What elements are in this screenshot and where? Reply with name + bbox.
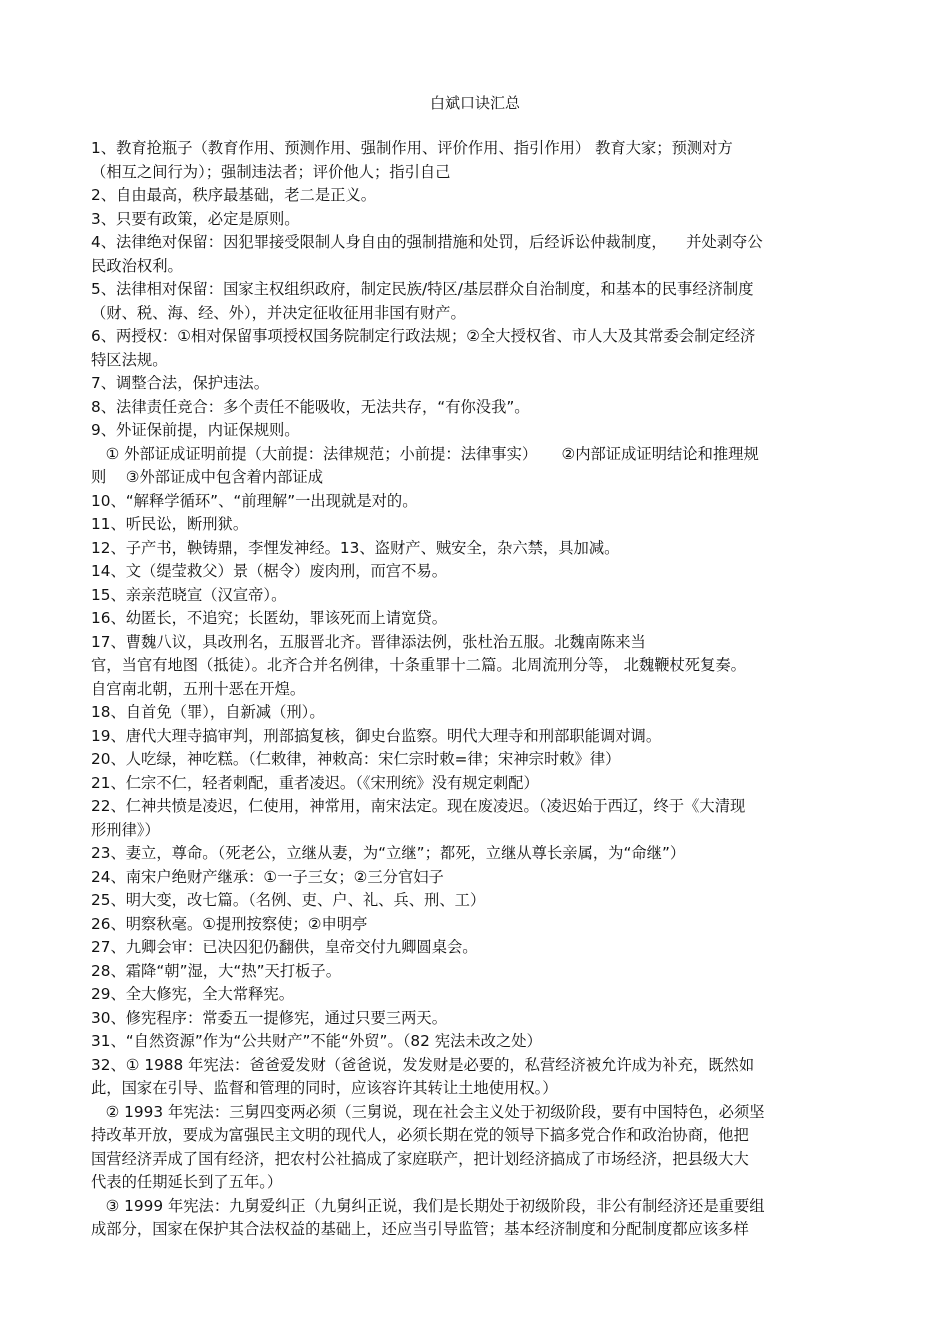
- text-line: 此，国家在引导、监督和管理的同时，应该容许其转让土地使用权。）: [91, 1079, 558, 1097]
- text-line: 8、法律责任竞合：多个责任不能吸收，无法共存，“有你没我”。: [91, 397, 530, 416]
- text-line: 10、“解释学循环”、“前理解”一出现就是对的。: [91, 491, 418, 510]
- text-line: 代表的任期延长到了五年。）: [91, 1173, 283, 1191]
- text-line: ① 外部证成证明前提（大前提：法律规范；小前提：法律事实） ②内部证成证明结论和推理规: [91, 444, 759, 463]
- document-body: [91, 137, 863, 1242]
- text-line: ② 1993 年宪法：三舅四变两必须（三舅说，现在社会主义处于初级阶段，要有中国特色，必须坚: [91, 1102, 765, 1121]
- text-line: 24、南宋户绝财产继承：①一子三女；②三分官妇子: [91, 867, 444, 886]
- text-line: 14、文（缇莹救父）景（椐令）废肉刑，而宫不易。: [91, 562, 447, 580]
- text-line: 3、只要有政策，必定是原则。: [91, 209, 300, 228]
- text-line: 官，当官有地图（抵徒）。北齐合并名例律，十条重罪十二篇。北周流刑分等， 北魏鞭杖死复奏。: [91, 656, 746, 674]
- text-line: 民政治权利。: [91, 256, 183, 275]
- text-line: 26、明察秋毫。①提刑按察使；②申明亭: [91, 914, 368, 933]
- text-line: （财、税、海、经、外），并决定征收征用非国有财产。: [91, 303, 466, 322]
- text-line: 16、幼匿长，不追究；长匿幼，罪该死而上请宽贷。: [91, 609, 447, 627]
- text-line: 18、自首免（罪），自新减（刑）。: [91, 703, 325, 721]
- text-line: 27、九卿会审：已决囚犯仍翻供，皇帝交付九卿圆桌会。: [91, 938, 478, 956]
- text-line: 4、法律绝对保留：因犯罪接受限制人身自由的强制措施和处罚，后经诉讼仲裁制度， 并处剥夺公: [91, 233, 763, 251]
- text-line: 5、法律相对保留：国家主权组织政府，制定民族/特区/基层群众自治制度，和基本的民事经济制度: [91, 280, 754, 298]
- text-line: 21、仁宗不仁，轻者刺配，重者凌迟。（《宋刑统》没有规定刺配）: [91, 773, 539, 792]
- text-line: 9、外证保前提，内证保规则。: [91, 421, 300, 439]
- text-line: 12、子产书，鞅铸鼎，李悝发神经。13、盗财产、贼安全，杂六禁，具加减。: [91, 538, 620, 557]
- text-line: 持改革开放，要成为富强民主文明的现代人，必须长期在党的领导下搞多党合作和政治协商，他把: [91, 1126, 749, 1144]
- text-line: 17、曹魏八议，具改刑名，五服晋北齐。晋律添法例，张杜治五服。北魏南陈来当: [91, 632, 646, 651]
- text-line: 特区法规。: [91, 350, 168, 369]
- text-line: 成部分，国家在保护其合法权益的基础上，还应当引导监管；基本经济制度和分配制度都应该多样: [91, 1220, 749, 1238]
- text-line: 19、唐代大理寺搞审判，刑部搞复核，御史台监察。明代大理寺和刑部职能调对调。: [91, 726, 662, 745]
- text-line: 11、听民讼，断刑狱。: [91, 515, 249, 533]
- text-line: 30、修宪程序：常委五一提修宪，通过只要三两天。: [91, 1008, 447, 1027]
- text-line: 31、“自然资源”作为“公共财产”不能“外贸”。（82 宪法未改之处）: [91, 1032, 542, 1050]
- text-line: 则 ③外部证成中包含着内部证成: [91, 468, 324, 486]
- text-line: 国营经济弄成了国有经济，把农村公社搞成了家庭联产，把计划经济搞成了市场经济，把县级大大: [91, 1149, 749, 1168]
- text-line: 2、自由最高，秩序最基础，老二是正义。: [91, 186, 377, 204]
- text-line: 28、霜降“朝”湿，大“热”天打板子。: [91, 961, 342, 980]
- text-line: 6、两授权：①相对保留事项授权国务院制定行政法规；②全大授权省、市人大及其常委会制定经济: [91, 327, 756, 345]
- text-line: 15、亲亲范晓宣（汉宣帝）。: [91, 585, 287, 604]
- text-line: 7、调整合法，保护违法。: [91, 374, 269, 392]
- text-line: 32、① 1988 年宪法：爸爸爱发财（爸爸说，发发财是必要的，私营经济被允许成为补充，既然如: [91, 1055, 755, 1074]
- text-line: 1、教育抢瓶子（教育作用、预测作用、强制作用、评价作用、指引作用） 教育大家；预测对方: [91, 139, 733, 157]
- text-line: 形刑律》）: [91, 820, 160, 839]
- text-line: 自宫南北朝，五刑十恶在开煌。: [91, 679, 306, 698]
- document-title: 白斌口诀汇总: [429, 94, 520, 112]
- text-line: 20、人吃绿，神吃糕。（仁敕律，神敕高：宋仁宗时敕=律；宋神宗时敕》律）: [91, 750, 621, 768]
- text-line: 25、明大变，改七篇。（名例、吏、户、礼、兵、刑、工）: [91, 891, 486, 909]
- text-line: ③ 1999 年宪法：九舅爱纠正（九舅纠正说，我们是长期处于初级阶段，非公有制经济还是重要组: [91, 1196, 765, 1215]
- text-line: 22、仁神共愤是凌迟，仁使用，神常用，南宋法定。现在废凌迟。（凌迟始于西辽，终于《大清现: [91, 797, 746, 815]
- text-line: 29、全大修宪，全大常释宪。: [91, 985, 295, 1003]
- text-line: 23、妻立，尊命。（死老公，立继从妻，为“立继”；都死，立继从尊长亲属，为“命继”）: [91, 844, 686, 862]
- text-line: （相互之间行为）；强制违法者；评价他人；指引自己: [91, 162, 451, 181]
